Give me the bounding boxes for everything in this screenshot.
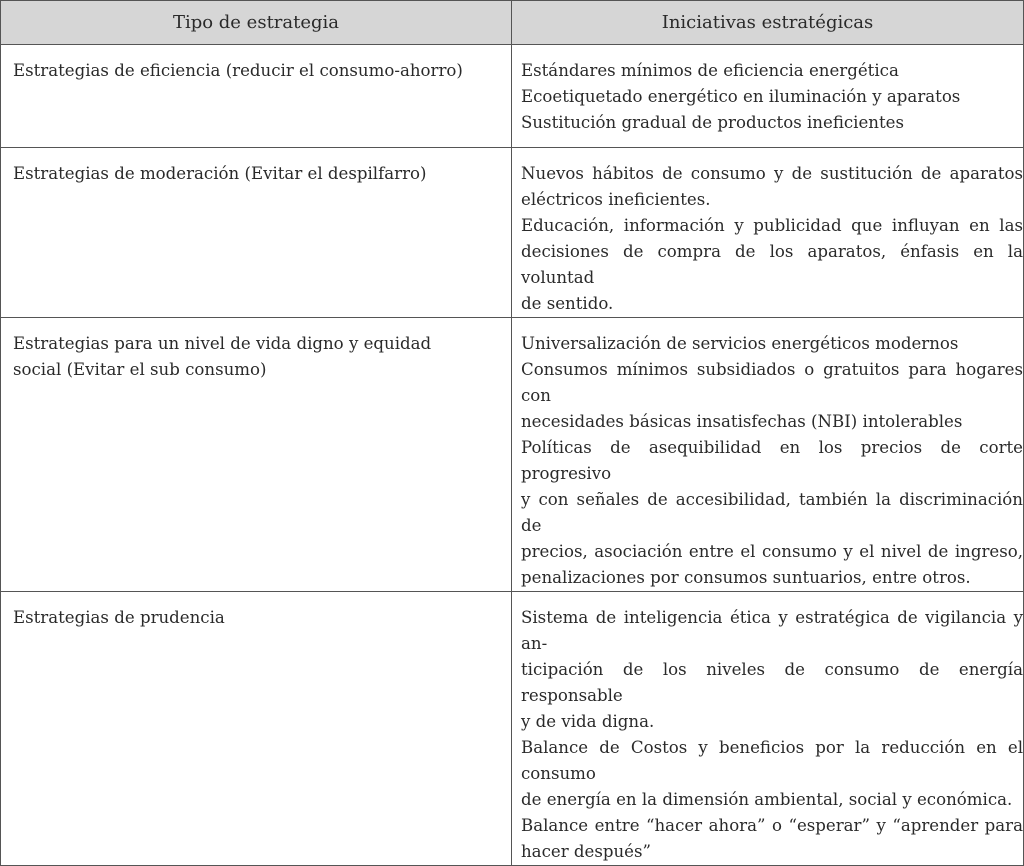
- initiative-line: Estándares mínimos de eficiencia energética: [521, 61, 899, 80]
- initiative-line: Educación, información y publicidad que influyan en las: [521, 216, 1023, 235]
- strategy-type-cell: [1, 592, 512, 866]
- table-row: [1, 592, 1024, 866]
- table-row: [1, 45, 1024, 148]
- strategy-type-line: Estrategias de moderación (Evitar el despilfarro): [13, 164, 427, 183]
- initiative-line: eléctricos ineficientes.: [521, 190, 711, 209]
- initiative-line: Balance de Costos y beneficios por la reducción en el consumo: [521, 738, 1023, 783]
- strategy-type-line: Estrategias de prudencia: [13, 608, 225, 627]
- initiative-line: penalizaciones por consumos suntuarios, entre otros.: [521, 568, 971, 587]
- table-row: [1, 148, 1024, 318]
- initiative-line: de energía en la dimensión ambiental, social y económica.: [521, 790, 1013, 809]
- initiative-line: ticipación de los niveles de consumo de energía responsable: [521, 660, 1023, 705]
- initiative-line: y con señales de accesibilidad, también la discriminación de: [521, 490, 1023, 535]
- initiative-line: Sistema de inteligencia ética y estratégica de vigilancia y an-: [521, 608, 1023, 653]
- table-row: [1, 318, 1024, 592]
- strategy-type-line: Estrategias de eficiencia (reducir el consumo-ahorro): [13, 61, 463, 80]
- initiatives-cell: [512, 592, 1024, 866]
- initiative-line: precios, asociación entre el consumo y el nivel de ingreso,: [521, 542, 1023, 561]
- initiative-line: Ecoetiquetado energético en iluminación y aparatos: [521, 87, 961, 106]
- initiative-line: Políticas de asequibilidad en los precios de corte progresivo: [521, 438, 1023, 483]
- initiative-line: Nuevos hábitos de consumo y de sustitución de aparatos: [521, 164, 1023, 183]
- table-header-row: [1, 1, 1024, 45]
- initiative-line: decisiones de compra de los aparatos, énfasis en la voluntad: [521, 242, 1023, 287]
- strategy-type-line: social (Evitar el sub consumo): [13, 360, 267, 379]
- initiative-line: hacer después”: [521, 842, 651, 861]
- initiatives-cell: [512, 318, 1024, 592]
- initiative-line: necesidades básicas insatisfechas (NBI) intolerables: [521, 412, 963, 431]
- initiative-line: Universalización de servicios energéticos modernos: [521, 334, 959, 353]
- initiatives-cell: [512, 45, 1024, 148]
- strategy-type-line: Estrategias para un nivel de vida digno y equidad: [13, 334, 432, 353]
- initiative-line: Sustitución gradual de productos ineficientes: [521, 113, 904, 132]
- initiative-line: Balance entre “hacer ahora” o “esperar” y “aprender para: [521, 816, 1023, 835]
- strategy-type-cell: [1, 45, 512, 148]
- header-strategic-initiatives: Iniciativas estratégicas: [512, 1, 1024, 45]
- header-strategy-type: Tipo de estrategia: [1, 1, 512, 45]
- initiative-line: y de vida digna.: [521, 712, 655, 731]
- initiative-line: de sentido.: [521, 294, 614, 313]
- initiatives-cell: [512, 148, 1024, 318]
- strategy-type-cell: [1, 318, 512, 592]
- strategy-type-cell: [1, 148, 512, 318]
- initiative-line: Consumos mínimos subsidiados o gratuitos para hogares con: [521, 360, 1023, 405]
